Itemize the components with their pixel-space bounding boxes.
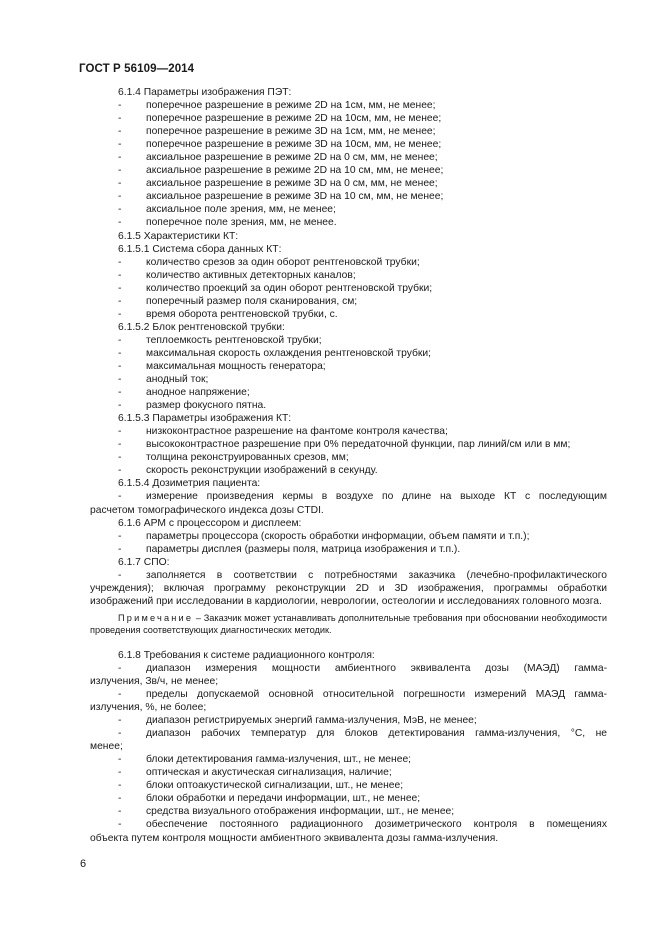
list-item xyxy=(90,177,607,190)
list-item-text: блоки детектирования гамма-излучения, шт., не менее; xyxy=(146,754,412,766)
section-title-6-1-4: 6.1.4 Параметры изображения ПЭТ: xyxy=(118,87,292,98)
section-title-6-1-8: 6.1.8 Требования к системе радиационного контроля: xyxy=(118,649,375,661)
list-item xyxy=(90,766,607,779)
list-item-text: низкоконтрастное разрешение на фантоме контроля качества; xyxy=(146,426,448,438)
standard-header: ГОСТ Р 56109—2014 xyxy=(79,63,195,75)
list-item-text: аксиальное разрешение в режиме 3D на 0 см, мм, не менее; xyxy=(146,178,438,190)
list-item-text: анодный ток; xyxy=(146,374,209,386)
list-item-text: количество проекций за один оборот рентгеновской трубки; xyxy=(146,282,433,294)
dash-marker: - xyxy=(118,452,122,464)
list-item-text: аксиальное поле зрения, мм, не менее; xyxy=(146,204,336,216)
list-item-continuation: излучения, Зв/ч, не менее; xyxy=(90,675,219,687)
list-item xyxy=(90,308,607,321)
list-item xyxy=(90,203,607,216)
list-item-text: аксиальное разрешение в режиме 2D на 0 см, мм, не менее; xyxy=(146,152,438,164)
paragraph-continuation: учреждения); включая программу реконструкции 2D и 3D изображения, программы обработки изображений при исследовании в кардиологии, неврологии, остеологии и исследованиях головного мозга. xyxy=(90,582,607,607)
list-item xyxy=(90,125,607,138)
list-item-text: обеспечение постоянного радиационного дозиметрического контроля в помещениях xyxy=(146,819,607,831)
list-item-text: количество активных детекторных каналов; xyxy=(146,269,356,281)
list-item xyxy=(90,792,607,805)
section-title-6-1-7: 6.1.7 СПО: xyxy=(118,556,170,568)
list-item-text: блоки оптоакустической сигнализации, шт., не менее; xyxy=(146,780,404,792)
list-item xyxy=(90,805,607,818)
spacer xyxy=(90,636,607,649)
list-item-text: пределы допускаемой основной относительной погрешности измерений МАЭД гамма- xyxy=(146,689,607,701)
list-item xyxy=(90,569,607,582)
list-item xyxy=(90,99,607,112)
dash-marker: - xyxy=(118,543,122,555)
section-title-6-1-5-3: 6.1.5.3 Параметры изображения КТ: xyxy=(118,413,292,425)
list-item-text: поперечное разрешение в режиме 2D на 10см, мм, не менее; xyxy=(146,113,442,125)
list-item-text: анодное напряжение; xyxy=(146,387,250,399)
list-item xyxy=(90,727,607,740)
dash-marker: - xyxy=(118,793,122,805)
list-item-text: диапазон рабочих температур для блоков детектирования гамма-излучения, °С, не xyxy=(146,728,607,740)
note-paragraph xyxy=(90,612,607,636)
list-item-text: размер фокусного пятна. xyxy=(146,400,267,412)
list-item xyxy=(90,190,607,203)
list-item-text: поперечное разрешение в режиме 3D на 1см, мм, не менее; xyxy=(146,126,436,138)
note-text: – Заказчик может устанавливать дополнительные требования при обосновании необходимости проведения соответствующих диагностических методик. xyxy=(90,612,607,635)
list-item xyxy=(90,386,607,399)
list-item xyxy=(90,425,607,438)
list-item xyxy=(90,295,607,308)
list-item xyxy=(90,438,607,451)
list-item xyxy=(90,490,607,503)
list-item xyxy=(90,662,607,675)
dash-marker: - xyxy=(118,152,122,164)
dash-marker: - xyxy=(118,334,122,346)
page-number: 6 xyxy=(80,858,87,870)
list-item-text: теплоемкость рентгеновской трубки; xyxy=(146,334,322,346)
dash-marker: - xyxy=(118,465,122,477)
dash-marker: - xyxy=(118,662,122,674)
list-item xyxy=(90,464,607,477)
dash-marker: - xyxy=(118,426,122,438)
list-item-text: параметры процессора (скорость обработки информации, объем памяти и т.п.); xyxy=(146,530,530,542)
list-item-text: параметры дисплея (размеры поля, матрица изображения и т.п.). xyxy=(146,543,461,555)
list-6-1-5-2 xyxy=(90,334,607,412)
list-item xyxy=(90,216,607,229)
list-item xyxy=(90,138,607,151)
dash-marker: - xyxy=(118,439,122,451)
list-item xyxy=(90,334,607,347)
dash-marker: - xyxy=(118,806,122,818)
dash-marker: - xyxy=(118,308,122,320)
list-item-text: диапазон измерения мощности амбиентного эквивалента дозы (МАЭД) гамма- xyxy=(146,662,607,674)
list-item xyxy=(90,543,607,556)
list-item xyxy=(90,151,607,164)
list-item-text: аксиальное разрешение в режиме 2D на 10 см, мм, не менее; xyxy=(146,165,444,177)
dash-marker: - xyxy=(118,491,122,503)
dash-marker: - xyxy=(118,295,122,307)
list-item-text: максимальная мощность генератора; xyxy=(146,360,326,372)
section-title-6-1-5-2: 6.1.5.2 Блок рентгеновской трубки: xyxy=(118,321,285,333)
list-item-continuation: менее; xyxy=(90,741,123,753)
section-title-6-1-6: 6.1.6 АРМ с процессором и дисплеем: xyxy=(118,517,302,529)
list-item-text: оптическая и акустическая сигнализация, наличие; xyxy=(146,767,392,779)
list-item-text: скорость реконструкции изображений в секунду. xyxy=(146,465,378,477)
dash-marker: - xyxy=(118,400,122,412)
list-item xyxy=(90,164,607,177)
list-item-text: поперечное поле зрения, мм, не менее. xyxy=(146,217,337,229)
list-6-1-5-3 xyxy=(90,425,607,477)
list-item-text: поперечное разрешение в режиме 3D на 10см, мм, не менее; xyxy=(146,139,442,151)
list-item xyxy=(90,360,607,373)
dash-marker: - xyxy=(118,191,122,203)
list-item-text: толщина реконструированных срезов, мм; xyxy=(146,452,349,464)
list-6-1-4 xyxy=(90,99,607,229)
list-6-1-5-1 xyxy=(90,256,607,321)
list-item-continuation: объекта путем контроля мощности амбиентного эквивалента дозы гамма-излучения. xyxy=(90,832,499,844)
list-item-text: аксиальное разрешение в режиме 3D на 10 см, мм, не менее; xyxy=(146,191,444,203)
note-label: Примечание xyxy=(118,612,194,623)
section-title-6-1-5-4: 6.1.5.4 Дозиметрия пациента: xyxy=(118,478,261,490)
dash-marker: - xyxy=(118,689,122,701)
list-item-text: заполняется в соответствии с потребностями заказчика (лечебно-профилактического xyxy=(146,569,607,581)
dash-marker: - xyxy=(118,374,122,386)
list-item xyxy=(90,347,607,360)
list-item-continuation: излучения, %, не более; xyxy=(90,702,207,714)
list-6-1-8 xyxy=(90,753,607,818)
list-item xyxy=(90,530,607,543)
dash-marker: - xyxy=(118,126,122,138)
dash-marker: - xyxy=(118,165,122,177)
list-item xyxy=(90,451,607,464)
dash-marker: - xyxy=(118,282,122,294)
list-6-1-6 xyxy=(90,530,607,556)
section-title-6-1-5: 6.1.5 Характеристики КТ: xyxy=(118,230,239,242)
list-item-continuation: расчетом томографического индекса дозы CTDI. xyxy=(90,504,324,516)
dash-marker: - xyxy=(118,819,122,831)
dash-marker: - xyxy=(118,113,122,125)
list-item xyxy=(90,256,607,269)
list-item-text: измерение произведения кермы в воздухе по длине на выходе КТ с последующим xyxy=(146,491,607,503)
document-body xyxy=(90,86,607,845)
list-item-text: блоки обработки и передачи информации, шт., не менее; xyxy=(146,793,421,805)
dash-marker: - xyxy=(118,715,122,727)
dash-marker: - xyxy=(118,178,122,190)
list-item xyxy=(90,399,607,412)
list-item xyxy=(90,753,607,766)
dash-marker: - xyxy=(118,569,122,581)
dash-marker: - xyxy=(118,269,122,281)
list-item-text: высококонтрастное разрешение при 0% передаточной функции, пар линий/см или в мм; xyxy=(146,439,571,451)
dash-marker: - xyxy=(118,387,122,399)
dash-marker: - xyxy=(118,100,122,112)
dash-marker: - xyxy=(118,530,122,542)
list-item xyxy=(90,269,607,282)
dash-marker: - xyxy=(118,754,122,766)
list-item xyxy=(90,779,607,792)
list-item xyxy=(90,282,607,295)
dash-marker: - xyxy=(118,217,122,229)
dash-marker: - xyxy=(118,139,122,151)
list-item-text: диапазон регистрируемых энергий гамма-излучения, МэВ, не менее; xyxy=(146,715,477,727)
list-item xyxy=(90,714,607,727)
list-item-text: поперечный размер поля сканирования, см; xyxy=(146,295,358,307)
list-item xyxy=(90,112,607,125)
list-item xyxy=(90,818,607,831)
list-item-text: поперечное разрешение в режиме 2D на 1см, мм, не менее; xyxy=(146,100,436,112)
dash-marker: - xyxy=(118,360,122,372)
dash-marker: - xyxy=(118,728,122,740)
dash-marker: - xyxy=(118,767,122,779)
dash-marker: - xyxy=(118,347,122,359)
list-item-text: количество срезов за один оборот рентгеновской трубки; xyxy=(146,256,420,268)
section-title-6-1-5-1: 6.1.5.1 Система сбора данных КТ: xyxy=(118,243,282,255)
list-item xyxy=(90,688,607,701)
list-item xyxy=(90,373,607,386)
list-item-text: время оборота рентгеновской трубки, с. xyxy=(146,308,338,320)
dash-marker: - xyxy=(118,204,122,216)
dash-marker: - xyxy=(118,780,122,792)
list-item-text: средства визуального отображения информации, шт., не менее; xyxy=(146,806,455,818)
list-item-text: максимальная скорость охлаждения рентгеновской трубки; xyxy=(146,347,431,359)
dash-marker: - xyxy=(118,256,122,268)
